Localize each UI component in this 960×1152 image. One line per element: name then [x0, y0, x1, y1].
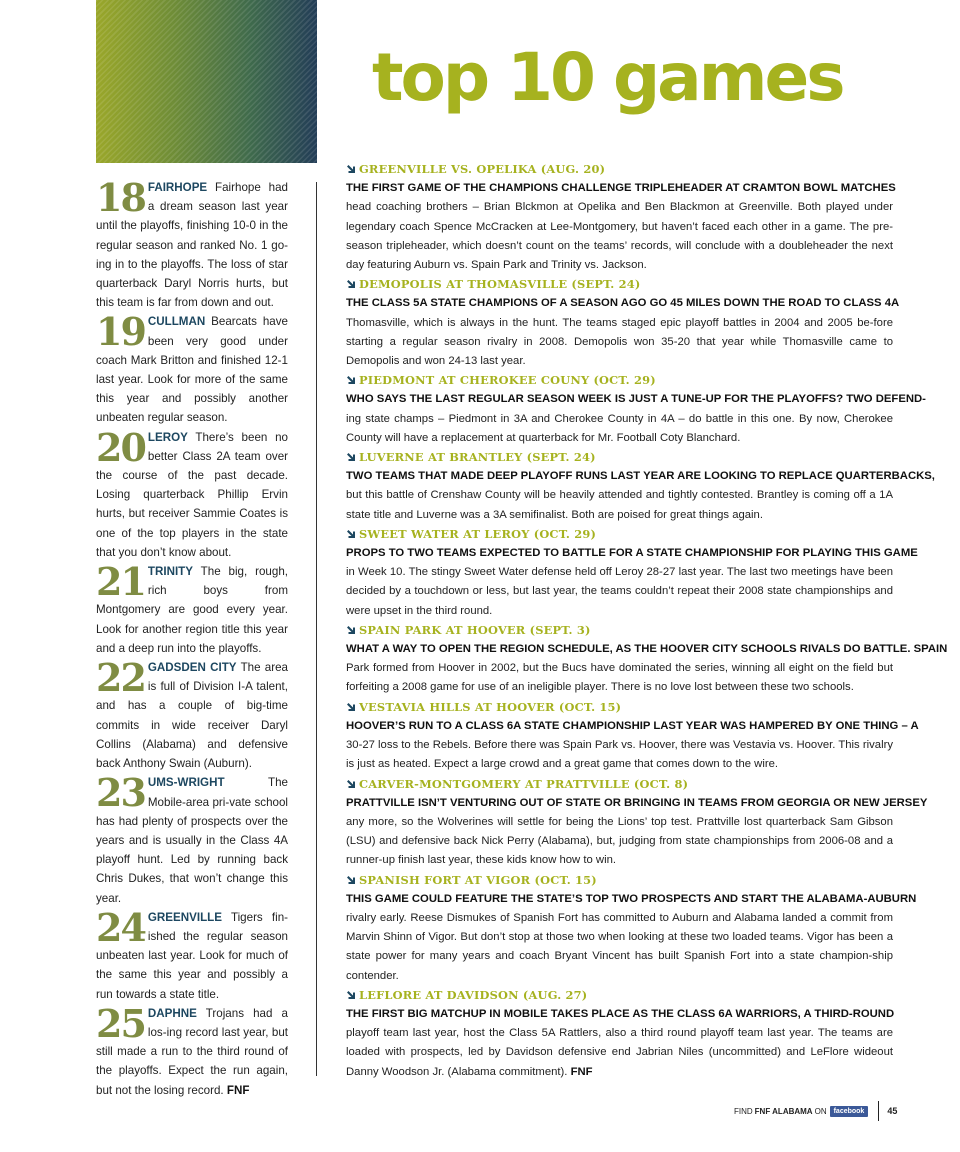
ranking-entry	[96, 655, 289, 773]
rank-number: 19	[96, 309, 145, 355]
rank-description: There’s been no better Class 2A team over the course of the past decade. Losing quarterback Phillip Ervin hurts, but receiver Sammie Coates is one of the top players in the state that you don’t know about.	[96, 430, 288, 559]
arrow-down-right-icon	[346, 875, 356, 885]
game-heading	[346, 871, 893, 890]
footer-divider	[878, 1101, 879, 1121]
ranking-entry	[96, 175, 288, 312]
game-lede: THE FIRST GAME OF THE CHAMPIONS CHALLENGE TRIPLEHEADER AT CRAMTON BOWL MATCHES	[346, 182, 896, 195]
game-lede: WHAT A WAY TO OPEN THE REGION SCHEDULE, AS THE HOOVER CITY SCHOOLS RIVALS DO BATTLE. SPAIN	[346, 643, 948, 656]
rank-number: 23	[96, 770, 145, 816]
page-footer	[734, 1101, 897, 1121]
game-heading-text: SPANISH FORT AT VIGOR (OCT. 15)	[359, 872, 597, 887]
rank-number: 21	[96, 559, 145, 605]
game-heading-text: DEMOPOLIS AT THOMASVILLE (SEPT. 24)	[359, 277, 641, 292]
rank-number: 24	[96, 904, 145, 950]
rank-description: The Mobile-area pri-vate school has had plenty of prospects over the years and is usually in the Class 4A playoff hunt. Led by running back Chris Dukes, that won’t change this year.	[96, 776, 288, 905]
rank-number: 20	[96, 424, 145, 470]
rank-team-name: TRINITY	[147, 565, 193, 579]
game-lede: THE FIRST BIG MATCHUP IN MOBILE TAKES PLACE AS THE CLASS 6A WARRIORS, A THIRD-ROUND	[346, 1007, 895, 1020]
ranking-entry	[96, 559, 288, 658]
rank-description: The big, rough, rich boys from Montgomery are good every year. Look for another region title this year and a deep run into the playoffs.	[96, 565, 288, 655]
game-lede: PRATTVILLE ISN’T VENTURING OUT OF STATE OR BRINGING IN TEAMS FROM GEORGIA OR NEW JERSEY	[346, 796, 928, 809]
rank-description: The area is full of Division I-A talent, and has a couple of big-time commits in wide receiver Daryl Collins (Alabama) and defensive back Anthony Swain (Auburn).	[96, 661, 289, 771]
fnf-signoff: FNF	[570, 1065, 593, 1078]
game-entry	[346, 871, 917, 986]
arrow-down-right-icon	[346, 702, 356, 712]
rankings-column	[96, 175, 289, 1100]
game-heading	[346, 160, 893, 179]
game-body: but this battle of Crenshaw County will be heavily attended and tightly contested. Brantley is coming off a 1A state title and Luverne was a 3A semifinalist. Both are poised for great things again.	[346, 489, 893, 521]
game-heading	[346, 986, 893, 1005]
game-heading-text: SPAIN PARK AT HOOVER (SEPT. 3)	[359, 622, 591, 637]
arrow-down-right-icon	[346, 625, 356, 635]
rank-description: Bearcats have been very good under coach Mark Britton and finished 12-1 last year. Look for more of the same this year and possibly another unbeaten regular season.	[96, 315, 288, 425]
game-heading-text: GREENVILLE VS. OPELIKA (AUG. 20)	[359, 162, 606, 176]
game-entry	[346, 775, 928, 871]
game-body-text: playoff team last year, host the Class 5A Rattlers, also a third round playoff team last year. The teams are loaded with prospects, led by Davidson defensive end Jabrian Niles (uncommitted) and LeFlore wideout Danny Woodson Jr. (Alabama commitment).	[346, 1027, 893, 1078]
game-heading-text: VESTAVIA HILLS AT HOOVER (OCT. 15)	[359, 699, 622, 714]
game-body: rivalry early. Reese Dismukes of Spanish Fort has committed to Auburn and Alabama landed a commit from Marvin Shinn of Vigor. But don’t stop at those two when looking at these two loaded teams. Vigor has been a state power for many years and coach Bryant Vincent has built Spanish Fort into a state champion-ship contender.	[346, 911, 893, 982]
game-body: Park formed from Hoover in 2002, but the Bucs have dominated the series, winning all eight on the field but forfeiting a 2008 game for use of an ineligible player. There is no love lost between these two schools.	[346, 662, 893, 694]
game-entry	[346, 986, 893, 1082]
game-heading	[346, 775, 893, 794]
game-body	[346, 1024, 893, 1082]
game-heading	[346, 275, 893, 294]
rank-number: 25	[96, 1000, 145, 1046]
rank-description: Trojans had a los-ing record last year, but still made a run to the third round of the playoffs. Expect the run again, but not the losing record.	[96, 1006, 288, 1097]
game-heading-text: CARVER-MONTGOMERY AT PRATTVILLE (OCT. 8)	[359, 776, 689, 791]
fnf-signoff: FNF	[226, 1083, 250, 1097]
ranking-entry	[96, 1000, 288, 1100]
game-heading	[346, 525, 893, 544]
arrow-down-right-icon	[346, 529, 356, 539]
rank-team-name: DAPHNE	[147, 1006, 197, 1020]
game-heading-text: PIEDMONT AT CHEROKEE COUNY (OCT. 29)	[359, 373, 656, 388]
ranking-entry	[96, 309, 288, 427]
rank-team-name: UMS-WRIGHT	[147, 776, 225, 790]
arrow-down-right-icon	[346, 452, 356, 462]
rank-description: Fairhope had a dream season last year until the playoffs, finishing 10-0 in the regular season and ranked No. 1 go-ing in to the playoffs. The loss of star quarterback Daryl Norris hurts, but this team is far from down and out.	[96, 181, 288, 310]
game-entry	[346, 371, 926, 448]
game-lede: HOOVER’S RUN TO A CLASS 6A STATE CHAMPIONSHIP LAST YEAR WAS HAMPERED BY ONE THING – A	[346, 719, 919, 732]
game-lede: THIS GAME COULD FEATURE THE STATE’S TOP TWO PROSPECTS AND START THE ALABAMA-AUBURN	[346, 892, 917, 905]
game-heading-text: SWEET WATER AT LEROY (OCT. 29)	[359, 526, 597, 541]
games-column	[346, 160, 948, 1082]
game-body: in Week 10. The stingy Sweet Water defense held off Leroy 28-27 last year. The last two meetings have been decided by a touchdown or less, but last year, the teams couldn’t repeat their 2008 state championships and were upset in the third round.	[346, 566, 893, 617]
footer-brand: FNF ALABAMA	[754, 1106, 813, 1116]
footer-prefix: FIND	[734, 1106, 753, 1116]
rank-team-name: LEROY	[147, 430, 188, 444]
game-body: ing state champs – Piedmont in 3A and Cherokee County in 4A – do battle in this one. By now, Cherokee County will have a replacement at quarterback for Mr. Football Coty Blanchard.	[346, 412, 893, 444]
game-heading	[346, 371, 893, 390]
game-entry	[346, 275, 900, 371]
game-lede: TWO TEAMS THAT MADE DEEP PLAYOFF RUNS LAST YEAR ARE LOOKING TO REPLACE QUARTERBACKS,	[346, 470, 935, 483]
game-lede: PROPS TO TWO TEAMS EXPECTED TO BATTLE FOR A STATE CHAMPIONSHIP FOR PLAYING THIS GAME	[346, 547, 918, 560]
arrow-down-right-icon	[346, 779, 356, 789]
game-body: Thomasville, which is always in the hunt. The teams staged epic playoff battles in 2004 and 2005 be-fore starting a regular season rivalry in 2008. Demopolis won 35-20 that year while Thomasville came to Demopolis and won 24-13 last year.	[346, 316, 893, 368]
rank-team-name: GREENVILLE	[147, 910, 222, 924]
ranking-entry	[96, 424, 288, 562]
arrow-down-right-icon	[346, 279, 356, 289]
rank-number: 22	[96, 655, 145, 701]
game-entry	[346, 448, 935, 525]
game-heading	[346, 448, 893, 467]
arrow-down-right-icon	[346, 164, 356, 174]
rank-team-name: FAIRHOPE	[147, 181, 208, 194]
game-lede: WHO SAYS THE LAST REGULAR SEASON WEEK IS JUST A TUNE-UP FOR THE PLAYOFFS? TWO DEFEND-	[346, 393, 926, 406]
page-number: 45	[887, 1106, 898, 1116]
game-heading	[346, 621, 893, 640]
page-title: top 10 games	[372, 39, 843, 116]
arrow-down-right-icon	[346, 375, 356, 385]
game-body: head coaching brothers – Brian Blckmon at Opelika and Ben Blackmon at Greenville. Both played under legendary coach Spence McCracken at Lee-Montgomery, but haven’t faced each other in a game. The pre-season tripleheader, which doesn’t count on the teams’ records, will conclude with a doubleheader the next day featuring Auburn vs. Spain Park and Trinity vs. Jackson.	[346, 201, 893, 272]
game-entry	[346, 160, 896, 275]
facebook-logo-badge[interactable]: facebook	[830, 1106, 869, 1117]
rank-team-name: CULLMAN	[147, 315, 206, 329]
game-heading	[346, 698, 893, 717]
game-entry	[346, 525, 918, 621]
footer-mid: ON	[814, 1106, 827, 1116]
rank-number: 18	[96, 175, 145, 220]
game-lede: THE CLASS 5A STATE CHAMPIONS OF A SEASON AGO GO 45 MILES DOWN THE ROAD TO CLASS 4A	[346, 297, 900, 310]
decorative-stripe-panel	[96, 0, 317, 163]
game-entry	[346, 621, 948, 698]
game-body: 30-27 loss to the Rebels. Before there was Spain Park vs. Hoover, there was Vestavia vs. Hoover. This rivalry is just as heated. Expect a large crowd and a great game that comes down to the wire.	[346, 739, 893, 771]
rank-description: Tigers fin-ished the regular season unbeaten last year. Look for much of the same this year and possibly a run towards a state title.	[96, 910, 289, 1001]
ranking-entry	[96, 904, 289, 1004]
game-body: any more, so the Wolverines will settle for being the Lions’ top test. Prattville lost quarterback Sam Gibson (LSU) and defensive back Nick Perry (Alabama), but, judging from state championships from 2006-08 and a runner-up finish last year, these kids know how to win.	[346, 815, 893, 867]
game-entry	[346, 698, 919, 775]
rank-team-name: GADSDEN CITY	[147, 661, 237, 675]
ranking-entry	[96, 770, 288, 907]
game-heading-text: LUVERNE AT BRANTLEY (SEPT. 24)	[359, 450, 596, 465]
column-divider	[316, 182, 317, 1076]
arrow-down-right-icon	[346, 990, 356, 1000]
game-heading-text: LEFLORE AT DAVIDSON (AUG. 27)	[359, 987, 588, 1002]
